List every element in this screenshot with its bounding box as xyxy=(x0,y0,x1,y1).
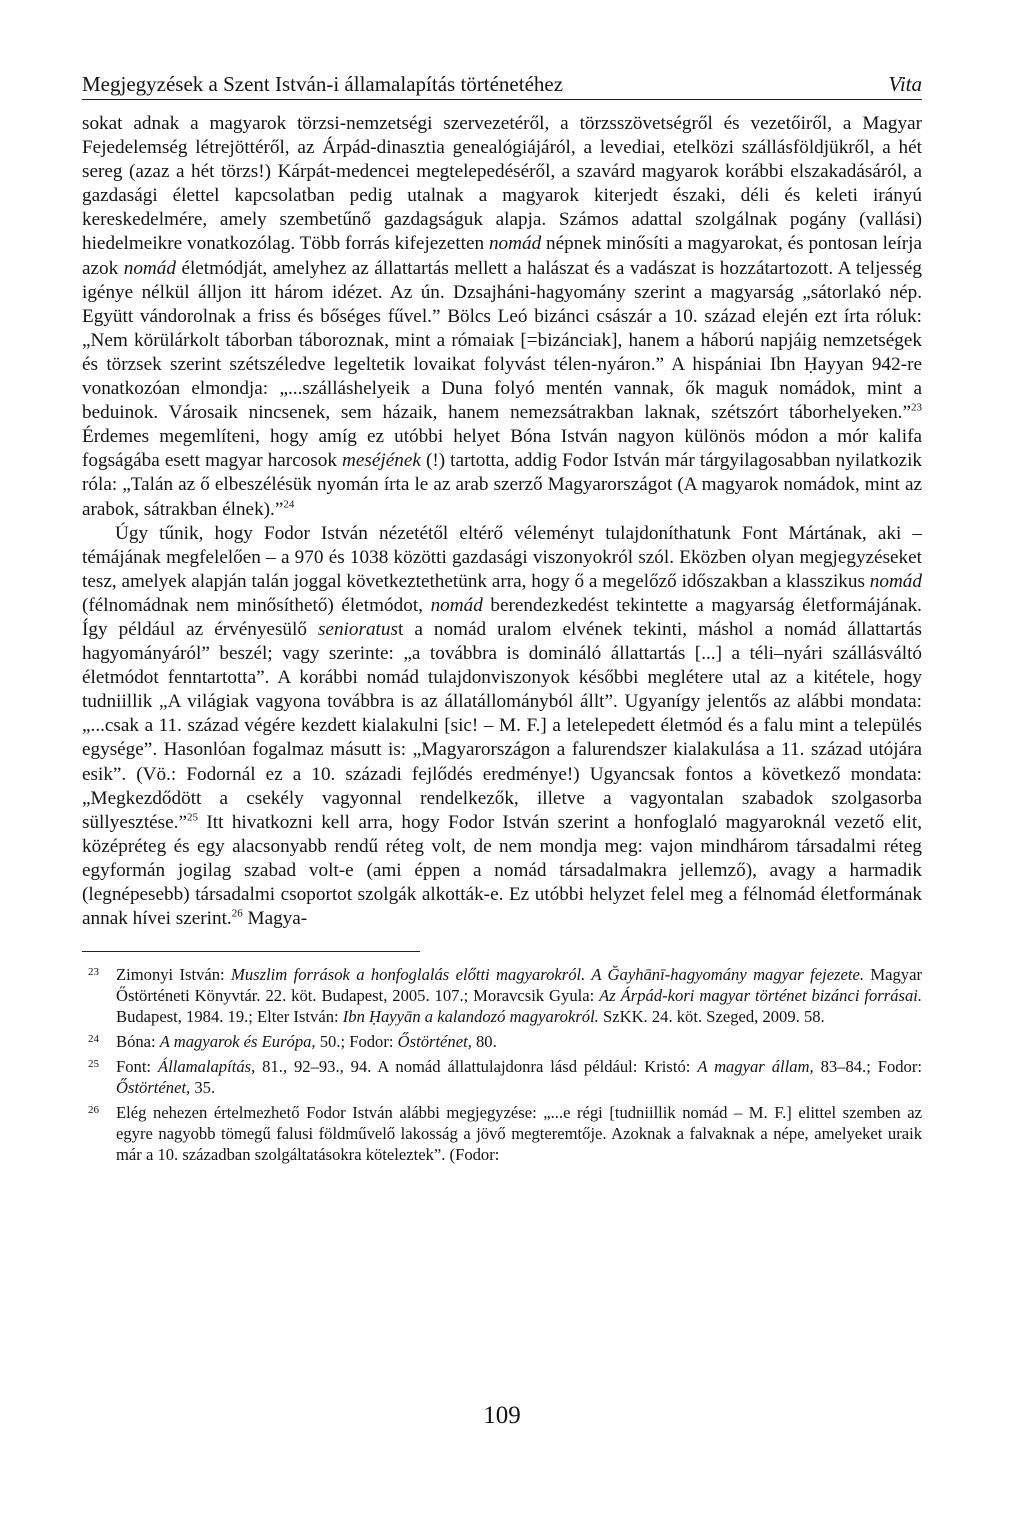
italic-text: A magyar állam, xyxy=(697,1057,814,1077)
italic-text: nomád xyxy=(488,233,542,255)
body-text xyxy=(82,112,922,931)
text-run: 50.; Fodor: xyxy=(315,1032,398,1052)
text-run: 35. xyxy=(190,1078,216,1098)
text-run: Font: xyxy=(116,1057,158,1077)
footnote-number: 23 xyxy=(88,966,99,979)
text-run: Budapest, 1984. 19.; Elter István: xyxy=(116,1007,343,1027)
footnote-ref: 23 xyxy=(911,401,922,414)
footnote xyxy=(82,1102,922,1165)
text-run: életmódját, amelyhez az állattartás mellett a halászat és a vadászat is hozzátartozott. A teljesség igénye nélkül álljon itt három idézet. Az ún. Dzsajháni-hagyomány szerint a magyarság „sátorlakó nép. Együtt vándorolnak a friss és bőséges fűvel.” Bölcs Leó bizánci császár a 10. század elején ezt írta róluk: „Nem körülárkolt táborban táboroznak, mint a rómaiak [=bizánciak], hanem a háború napjáig nemzetségek és törzsek szerint szétszéledve legeltetik lovaikat folyvást télen-nyáron.” A hispániai Ibn Ḥayyan 942-re vonatkozóan elmondja: „...szálláshelyeik a Duna folyó mentén vannak, ők maguk nomádok, mint a beduinok. Városaik nincsenek, sem házaik, hanem nemezsátrakban laknak, szétszórt táborhelyeken.” xyxy=(82,257,922,424)
text-run: 80. xyxy=(471,1032,497,1052)
footnote-number: 24 xyxy=(88,1033,99,1046)
section-label: Vita xyxy=(888,72,922,96)
footnote-ref: 25 xyxy=(186,811,198,824)
running-header xyxy=(82,72,922,100)
running-title: Megjegyzések a Szent István-i államalapítás történetéhez xyxy=(82,72,564,96)
text-run: (!) tartotta, addig Fodor István már tárgyilagosabban nyilatkozik róla: „Talán az ő elbeszélésük nyomán írta le az arab szerző Magyarországot (A magyarok nomádok, mint az arabok, sátrakban élnek).” xyxy=(82,450,922,520)
text-run: Bóna: xyxy=(116,1032,160,1052)
italic-text: nomád xyxy=(430,594,483,616)
text-run: SzKK. 24. köt. Szeged, 2009. 58. xyxy=(598,1007,825,1027)
italic-text: Az Árpád-kori magyar történet bizánci forrásai. xyxy=(599,986,923,1006)
italic-text: meséjének xyxy=(342,450,421,472)
footnote-number: 25 xyxy=(88,1058,99,1071)
text-run: népnek minősíti a magyarokat, és pontosan leírja azok xyxy=(82,233,923,279)
text-run: 83–84.; Fodor: xyxy=(813,1057,922,1077)
text-run: Zimonyi István: xyxy=(116,965,232,985)
footnote-number: 26 xyxy=(88,1104,99,1117)
footnote-ref: 26 xyxy=(231,907,243,920)
italic-text: Ibn Ḥayyān a kalandozó magyarokról. xyxy=(342,1007,599,1027)
book-page xyxy=(82,72,923,1429)
text-run: Itt hivatkozni kell arra, hogy Fodor István szerint a honfoglaló magyaroknál vezető elit, középréteg és egy alacsonyabb rendű réteg volt, de nem mondja meg: vajon mindhárom társadalmi réteg egyformán jogilag szabad volt-e (ami éppen a nomád társadalmakra jellemző), avagy a harmadik (legnépesebb) társadalmi csoportot szolgák alkották-e. Ez utóbbi helyzet felel meg a félnomád életformának annak hívei szerint. xyxy=(82,811,922,930)
italic-text: Őstörténet, xyxy=(116,1078,191,1098)
text-run: Magya- xyxy=(242,908,308,930)
paragraph xyxy=(82,112,922,522)
italic-text: senioratus xyxy=(317,618,398,640)
text-run: (félnomádnak nem minősíthető) életmódot, xyxy=(82,594,431,616)
text-run: sokat adnak a magyarok törzsi-nemzetségi szervezetéről, a törzsszövetségről és vezetőiről, a Magyar Fejedelemség létrejöttéről, az Árpád-dinasztia genealógiájáról, a levediai, etelközi szállásföldjükről, a hét sereg (azaz a hét törzs!) Kárpát-medencei megtelepedéséről, a szavárd magyarok korábbi elszakadásáról, a gazdasági élettel kapcsolatban pedig utalnak a magyarok kiterjedt északi, déli és keleti irányú kereskedelmére, amely szembetűnő gazdagságuk alapja. Számos adattal szolgálnak pogány (vallási) hiedelmeikre vonatkozólag. Több forrás kifejezetten xyxy=(82,113,922,255)
italic-text: nomád xyxy=(869,570,922,592)
text-run: berendezkedést tekintette a magyarság életformájának. Így például az érvényesülő xyxy=(82,594,922,640)
italic-text: Államalapítás, xyxy=(157,1057,256,1077)
italic-text: Őstörténet, xyxy=(397,1032,472,1052)
footnotes xyxy=(82,964,922,1165)
footnote xyxy=(82,964,922,1027)
footnote xyxy=(82,1031,922,1052)
page-number: 109 xyxy=(483,1402,521,1429)
text-run: Elég nehezen értelmezhető Fodor István alábbi megjegyzése: „...e régi [tudniillik nomád – M. F.] elittel szemben az egyre nagyobb tömegű falusi földművelő lakosság a jövő megteremtője. Azoknak a falvaknak a népe, amelyeket uraik már a 10. században szolgáltatásokra köteleztek”. (Fodor: xyxy=(116,1103,922,1165)
footnote xyxy=(82,1056,922,1098)
footnote-divider xyxy=(82,951,420,952)
italic-text: nomád xyxy=(123,257,176,279)
text-run: Magyar Őstörténeti Könyvtár. 22. köt. Budapest, 2005. 107.; Moravcsik Gyula: xyxy=(116,965,922,1006)
text-run: 81., 92–93., 94. A nomád állattulajdonra lásd például: Kristó: xyxy=(255,1057,698,1077)
paragraph xyxy=(82,522,922,932)
text-run: Úgy tűnik, hogy Fodor István nézetétől eltérő véleményt tulajdoníthatunk Font Mártának, aki – témájának megfelelően – a 970 és 1038 közötti gazdasági viszonyokról szól. Eközben olyan megjegyzéseket tesz, amelyek alapján talán joggal következtethetünk arra, hogy ő a megelőző időszakban a klasszikus xyxy=(82,522,922,592)
footnote-ref: 24 xyxy=(283,498,295,511)
italic-text: A magyarok és Európa, xyxy=(159,1032,316,1052)
text-run: Érdemes megemlíteni, hogy amíg ez utóbbi helyet Bóna István nagyon különös módon a mór kalifa fogságába esett magyar harcosok xyxy=(82,426,922,472)
text-run: t a nomád uralom elvének tekinti, máshol a nomád állattartás hagyományáról” beszél; vagy szerinte: „a továbbra is domináló állattartás [...] a téli–nyári szállásváltó életmódot fenntartotta”. A korábbi nomád tulajdonviszonyok későbbi meglétere utal az a kitétele, hogy tudniillik „A világiak vagyona továbbra is az állatállományból állt”. Ugyanígy jelentős az alábbi mondata: „...csak a 11. század végére kezdett kialakulni [sic! – M. F.] a letelepedett életmód és a falu mint a település egysége”. Hasonlóan fogalmaz másutt is: „Magyarországon a falurendszer kialakulása a 11. század utójára esik”. (Vö.: Fodornál ez a 10. századi fejlődés eredménye!) Ugyancsak fontos a következő mondata: „Megkezdődött a csekély vagyonnal rendelkezők, illetve a vagyontalan szabadok szolgasorba süllyesztése.” xyxy=(82,618,922,833)
italic-text: Muszlim források a honfoglalás előtti magyarokról. A Ğayhānī-hagyomány magyar fejezete. xyxy=(231,965,865,985)
